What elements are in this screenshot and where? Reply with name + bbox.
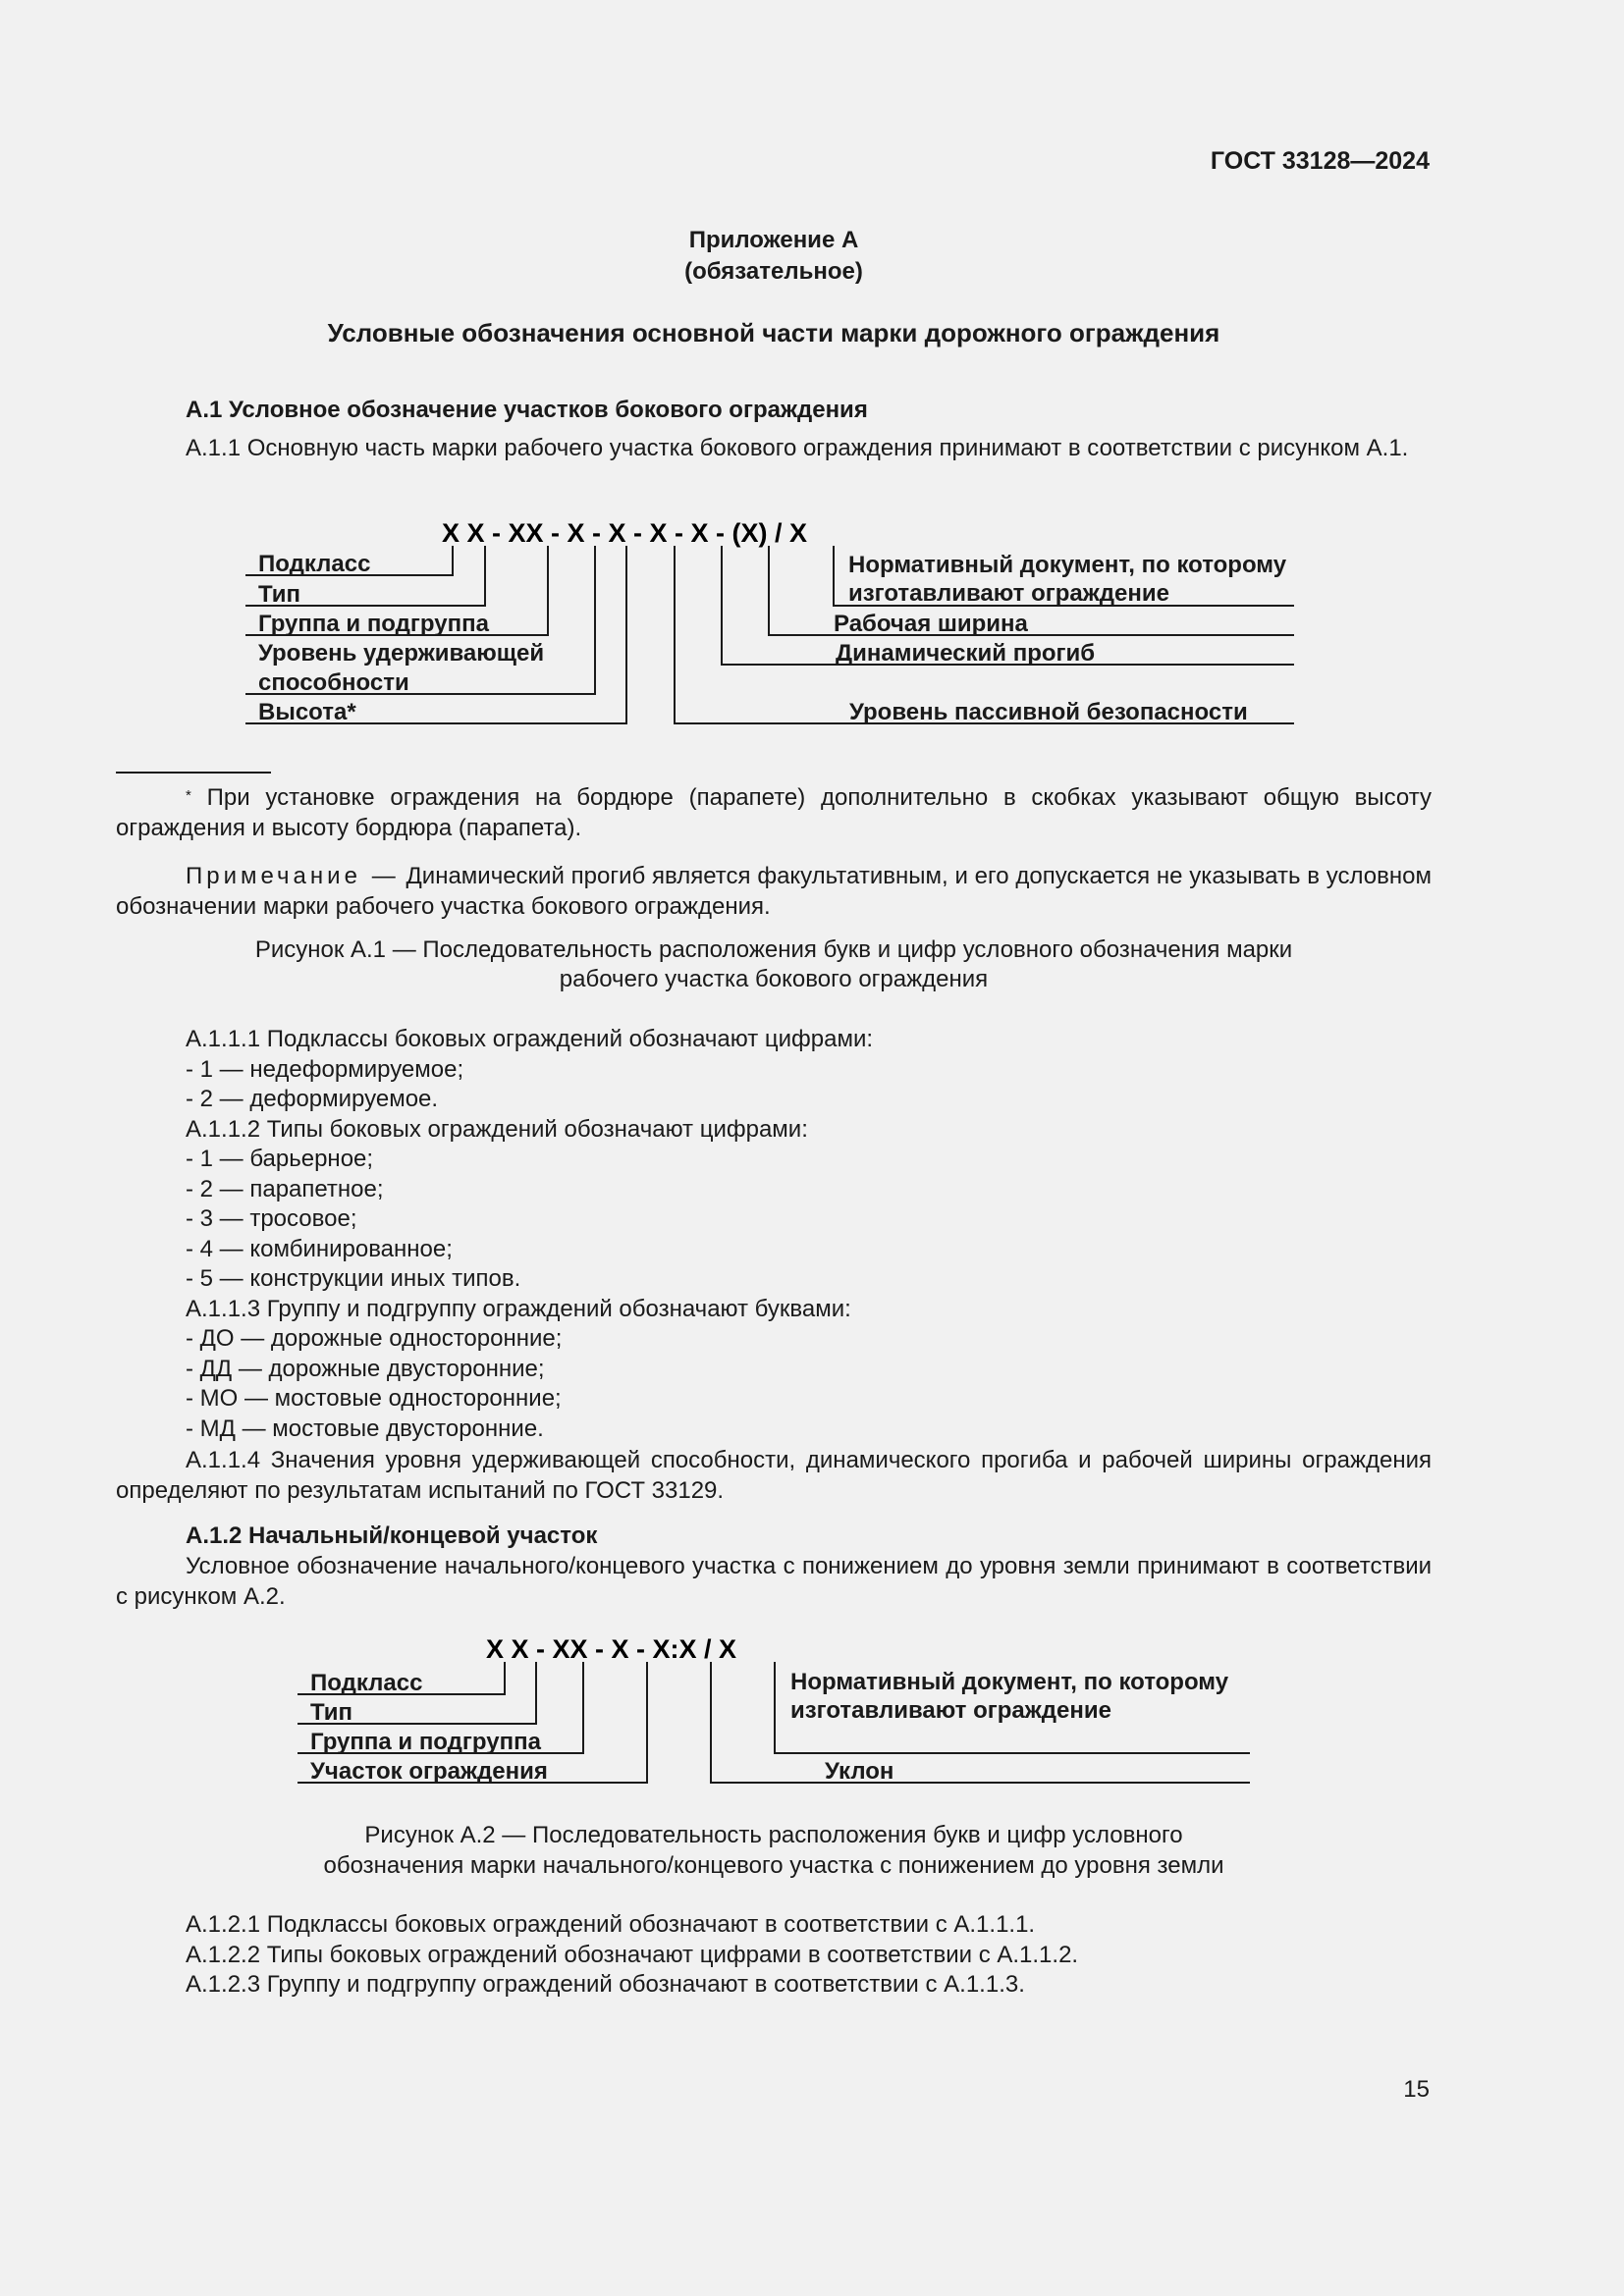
footnote-mark: * [186,787,191,804]
paragraph-a11: А.1.1 Основную часть марки рабочего участка бокового ограждения принимают в соответствии с рисунком А.1. [186,435,1409,461]
fig1-caption-line-2: рабочего участка бокового ограждения [559,966,989,992]
list-item: - 3 — тросовое; [186,1205,357,1232]
appendix-heading: Условные обозначения основной части марки дорожного ограждения [327,318,1220,347]
list-item: А.1.1.1 Подклассы боковых ограждений обозначают цифрами: [186,1026,874,1052]
list-item: А.1.2.3 Группу и подгруппу ограждений обозначают в соответствии с А.1.1.3. [186,1971,1025,1998]
figure-a1-diagram [0,0,1624,746]
fig1-caption-line-1: Рисунок А.1 — Последовательность расположения букв и цифр условного обозначения марки [254,936,1293,963]
appendix-title: Приложение А [688,227,859,253]
fig1-footnote [116,782,1432,843]
list-item: - ДО — дорожные односторонние; [186,1325,563,1352]
list-item: - 5 — конструкции иных типов. [186,1265,521,1292]
appendix-status: (обязательное) [684,258,863,285]
fig2-caption-line-2: обозначения марки начального/концевого участка с понижением до уровня земли [323,1852,1224,1879]
figure-a2-diagram [0,1610,1624,1787]
fig1-label-level-1: Уровень удерживающей [258,640,545,667]
list-item: - МД — мостовые двусторонние. [186,1415,544,1442]
list-item: - 1 — недеформируемое; [186,1055,464,1083]
fig2-label-group: Группа и подгруппа [310,1729,541,1755]
list-item: А.1.1.2 Типы боковых ограждений обозначают цифрами: [186,1115,808,1143]
fig2-label-norm-2: изготавливают ограждение [790,1697,1111,1724]
fig2-label-subclass: Подкласс [310,1670,423,1696]
list-item: А.1.1.3 Группу и подгруппу ограждений обозначают буквами: [186,1295,851,1322]
fig2-label-type: Тип [310,1699,352,1726]
fig1-label-group: Группа и подгруппа [258,611,489,637]
section-a1-heading: А.1 Условное обозначение участков бокового ограждения [186,397,868,423]
list-item: - 2 — деформируемое. [186,1086,439,1112]
footnote-text: При установке ограждения на бордюре (парапете) дополнительно в скобках указывают общую высоту ограждения и высоту бордюра (парапета). [116,784,1432,841]
list-item: - ДД — дорожные двусторонние; [186,1355,545,1382]
fig1-label-height: Высота* [258,699,356,725]
note-label: Примечание — [186,863,400,889]
footnote-separator [116,772,271,774]
fig2-label-slope: Уклон [825,1758,894,1785]
fig2-label-section: Участок ограждения [310,1758,548,1785]
fig1-label-deflection: Динамический прогиб [836,640,1096,667]
list-item: А.1.2.2 Типы боковых ограждений обозначают цифрами в соответствии с А.1.1.2. [186,1941,1079,1968]
fig1-label-width: Рабочая ширина [834,611,1028,637]
fig1-label-subclass: Подкласс [258,551,371,577]
list-a11 [116,1025,1432,1444]
list-item: - 4 — комбинированное; [186,1235,453,1262]
list-a12 [116,1910,1432,2001]
list-item: - 1 — барьерное; [186,1146,374,1172]
fig1-label-norm-2: изготавливают ограждение [848,580,1169,607]
fig1-label-type: Тип [258,581,300,608]
section-a12-text: Условное обозначение начального/концевого участка с понижением до уровня земли принимают в соответствии с рисунком А.2. [116,1553,1432,1610]
fig2-label-norm-1: Нормативный документ, по которому [790,1669,1229,1695]
page-number: 15 [1403,2076,1430,2103]
fig2-code: Х Х - ХХ - Х - Х:Х / Х [486,1634,737,1664]
document-code: ГОСТ 33128—2024 [1210,147,1430,175]
fig1-label-level-2: способности [258,669,409,696]
list-item: - 2 — парапетное; [186,1175,384,1202]
fig1-label-norm-1: Нормативный документ, по которому [848,552,1287,578]
list-item: - МО — мостовые односторонние; [186,1385,562,1412]
fig1-label-passive: Уровень пассивной безопасности [849,699,1248,725]
paragraph-a114: А.1.1.4 Значения уровня удерживающей способности, динамического прогиба и рабочей ширины ограждения определяют по результатам испытаний по ГОСТ 33129. [116,1447,1432,1504]
list-item: А.1.2.1 Подклассы боковых ограждений обозначают в соответствии с А.1.1.1. [186,1911,1036,1938]
section-a12-heading: А.1.2 Начальный/концевой участок [186,1522,598,1549]
fig1-code: Х Х - ХХ - Х - Х - Х - Х - (Х) / Х [442,518,808,548]
fig2-caption-line-1: Рисунок А.2 — Последовательность расположения букв и цифр условного [364,1822,1183,1848]
fig1-note [116,861,1432,922]
note-text: Динамический прогиб является факультативным, и его допускается не указывать в условном обозначении марки рабочего участка бокового ограждения. [116,863,1433,920]
